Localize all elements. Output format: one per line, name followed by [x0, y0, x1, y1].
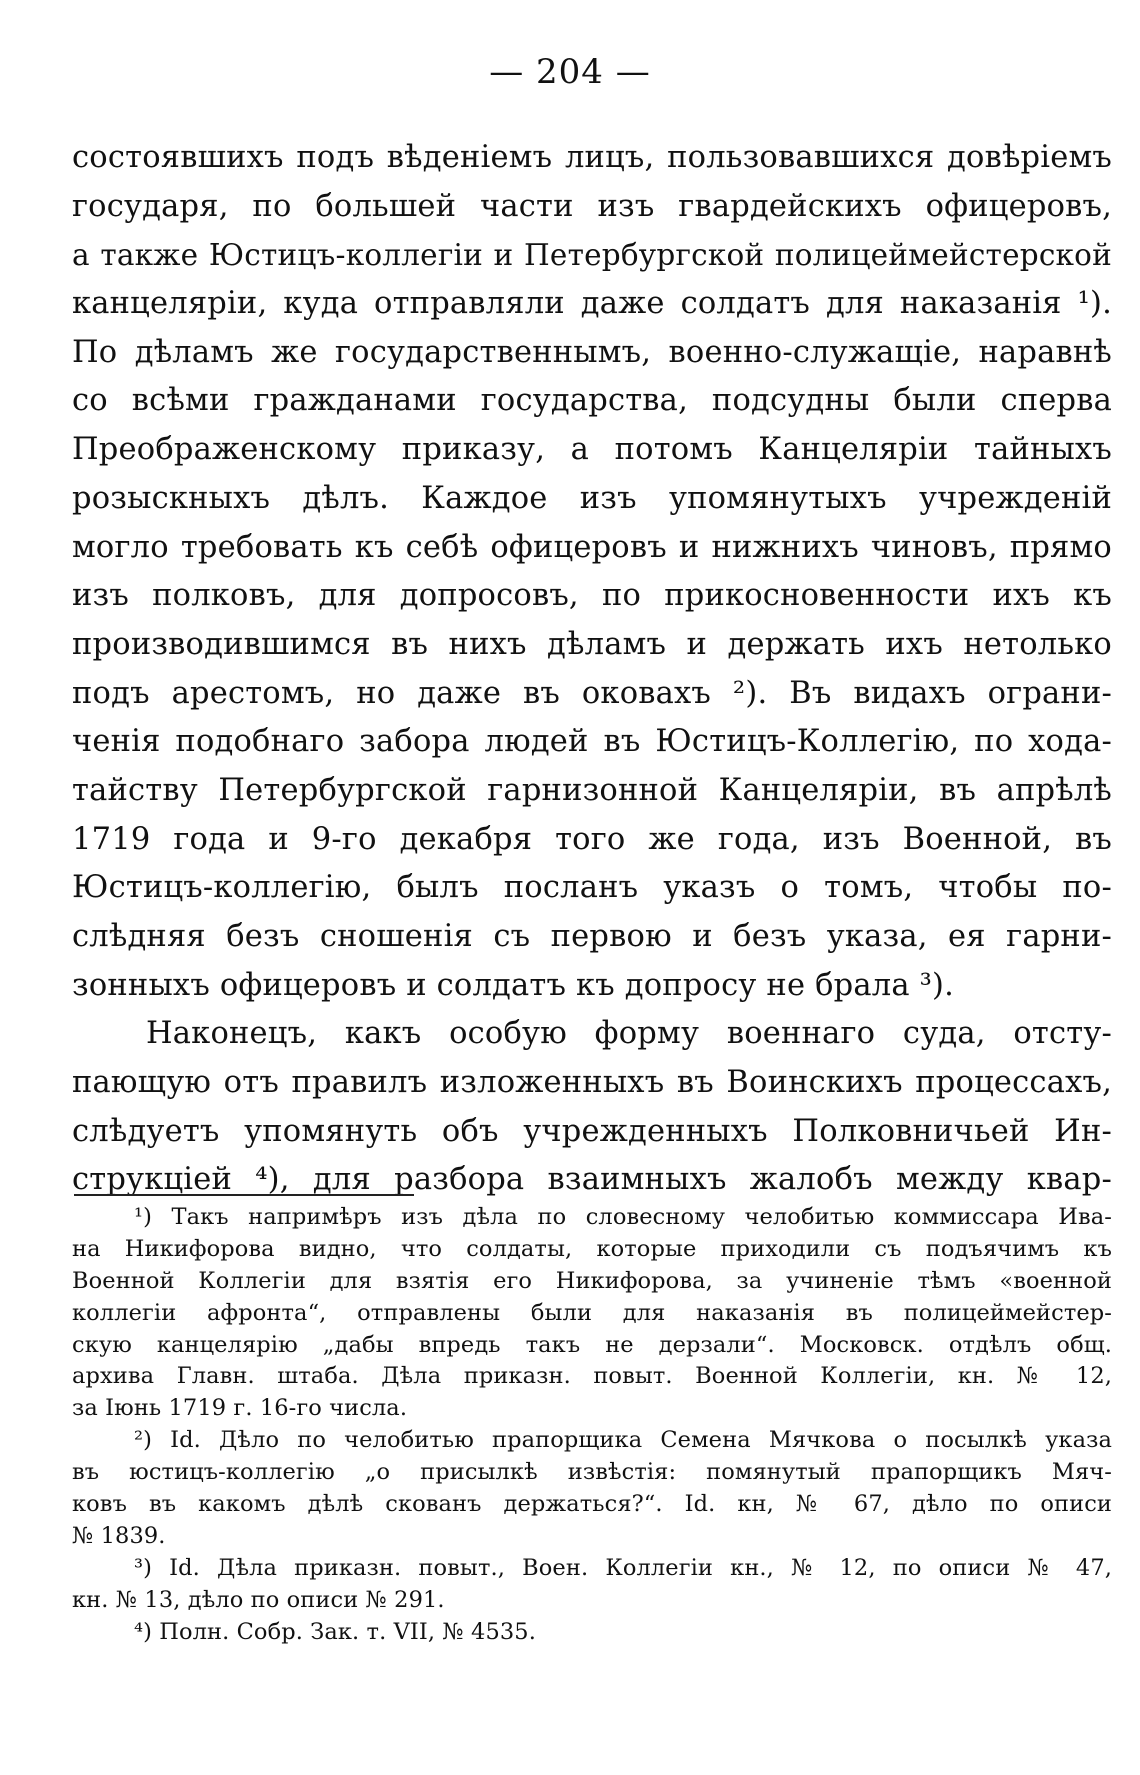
footnote-3-line: ³) Id. Дѣла приказн. повыт., Воен. Коллегіи кн., № 12, по описи № 47, [134, 1554, 1112, 1581]
main-text [72, 134, 1112, 1205]
footnote-1-line: ¹) Такъ напримѣръ изъ дѣла по словесному челобитью коммиссара Ива- [134, 1204, 1112, 1230]
text-line: пающую отъ правилъ изложенныхъ въ Воинскихъ процессахъ, [72, 1065, 1112, 1101]
footnote-4-line: ⁴) Полн. Собр. Зак. т. VII, № 4535. [134, 1618, 536, 1645]
text-line: струкціей ⁴), для разбора взаимныхъ жалобъ между квар- [72, 1162, 1112, 1198]
text-line: ченія подобнаго забора людей въ Юстицъ-Коллегію, по хода- [72, 724, 1112, 760]
footnote-2-line: въ юстицъ-коллегію „о присылкѣ извѣстія: помянутый прапорщикъ Мяч- [72, 1459, 1112, 1486]
text-line: со всѣми гражданами государства, подсудны были сперва [72, 383, 1112, 419]
text-line: розыскныхъ дѣлъ. Каждое изъ упомянутыхъ учрежденій [72, 480, 1112, 516]
page-number: — 204 — [489, 52, 651, 92]
text-line: производившимся въ нихъ дѣламъ и держать ихъ нетолько [72, 626, 1112, 662]
text-line: могло требовать къ себѣ офицеровъ и нижнихъ чиновъ, прямо [72, 529, 1112, 565]
footnote-1-line: за Іюнь 1719 г. 16-го числа. [72, 1395, 408, 1422]
footnote-1-line: скую канцелярію „дабы впредь такъ не дерзали“. Московск. отдѣлъ общ. [72, 1331, 1112, 1358]
text-line: Юстицъ-коллегію, былъ посланъ указъ о томъ, чтобы по- [72, 870, 1112, 906]
text-line: подъ арестомъ, но даже въ оковахъ ²). Въ видахъ ограни- [72, 675, 1112, 711]
footnote-3-line: кн. № 13, дѣло по описи № 291. [72, 1586, 445, 1613]
footnote-1-line: коллегіи афронта“, отправлены были для наказанія въ полицеймейстер- [72, 1299, 1112, 1326]
text-line: слѣдуетъ упомянуть объ учрежденныхъ Полковничьей Ин- [72, 1113, 1112, 1149]
text-line: государя, по большей части изъ гвардейскихъ офицеровъ, [72, 188, 1112, 224]
footnote-1-line: архива Главн. штаба. Дѣла приказн. повыт. Военной Коллегіи, кн. № 12, [72, 1363, 1112, 1390]
text-line: а также Юстицъ-коллегіи и Петербургской полицеймейстерской [72, 238, 1112, 273]
text-line: зонныхъ офицеровъ и солдатъ къ допросу не брала ³). [72, 967, 955, 1003]
text-line: канцеляріи, куда отправляли даже солдатъ для наказанія ¹). [72, 286, 1112, 322]
footnote-separator [74, 1194, 414, 1196]
footnote-2-line: № 1839. [72, 1522, 166, 1549]
text-line: изъ полковъ, для допросовъ, по прикосновенности ихъ къ [72, 578, 1112, 614]
paragraph-first-line: Наконецъ, какъ особую форму военнаго суда, отсту- [146, 1016, 1112, 1052]
text-line: слѣдняя безъ сношенія съ первою и безъ указа, ея гарни- [72, 919, 1112, 954]
footnote-1-line: на Никифорова видно, что солдаты, которые приходили съ подъячимъ къ [72, 1235, 1112, 1262]
text-line: состоявшихъ подъ вѣденіемъ лицъ, пользовавшихся довѣріемъ [72, 140, 1112, 175]
footnote-1-line: Военной Коллегіи для взятія его Никифорова, за учиненіе тѣмъ «военной [72, 1267, 1112, 1294]
text-line: 1719 года и 9-го декабря того же года, изъ Военной, въ [72, 821, 1112, 857]
text-line: Преображенскому приказу, а потомъ Канцеляріи тайныхъ [72, 432, 1112, 468]
footnote-2-line: ковъ въ какомъ дѣлѣ скованъ держаться?“. Id. кн, № 67, дѣло по описи [72, 1491, 1112, 1518]
footnotes [72, 1202, 1112, 1648]
text-line: тайству Петербургской гарнизонной Канцеляріи, въ апрѣлѣ [72, 772, 1112, 808]
footnote-2-line: ²) Id. Дѣло по челобитью прапорщика Семена Мячкова о посылкѣ указа [134, 1427, 1112, 1454]
text-line: По дѣламъ же государственнымъ, военно-служащіе, наравнѣ [72, 334, 1112, 370]
